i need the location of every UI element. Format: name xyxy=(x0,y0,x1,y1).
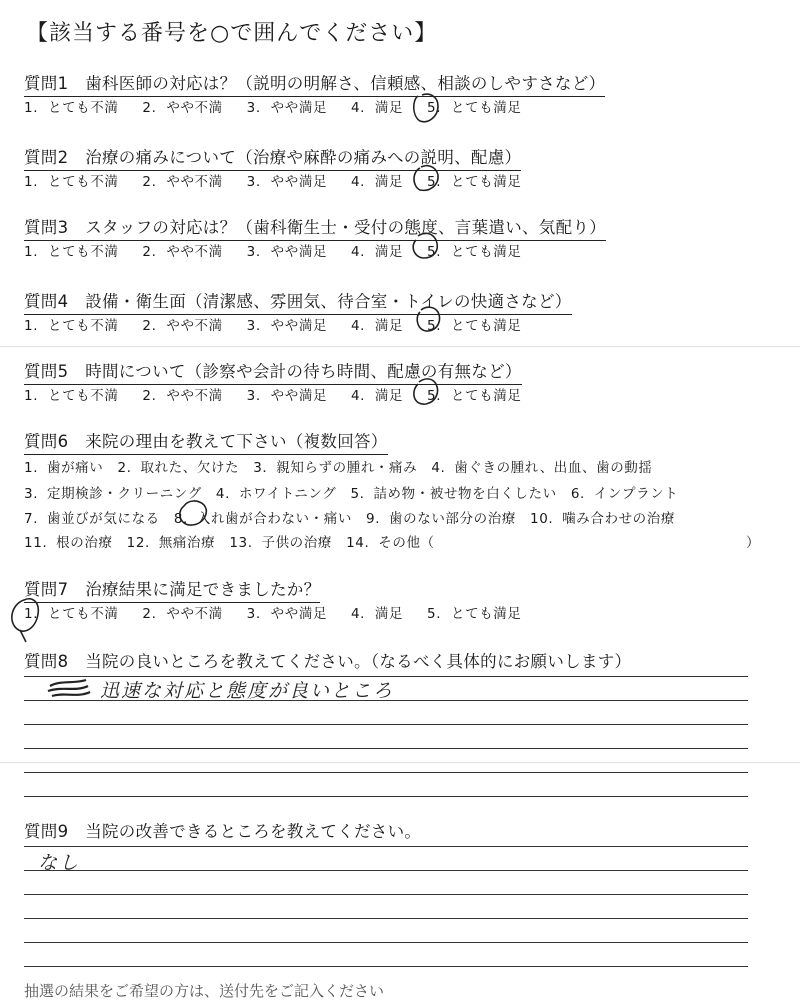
answer-line xyxy=(24,870,748,871)
footer-note: 抽選の結果をご希望の方は、送付先をご記入ください xyxy=(24,982,385,1000)
option-4[interactable]: 4. 満足 xyxy=(350,388,404,404)
option-1[interactable]: 1. とても不満 xyxy=(24,318,119,334)
fold-line xyxy=(0,346,800,347)
answer-line xyxy=(24,796,748,797)
page-title: 【該当する番号を○で囲んでください】 xyxy=(26,21,438,46)
option-5[interactable]: 5. とても満足 xyxy=(427,100,522,116)
answer-line xyxy=(24,700,748,701)
question-6-other-close: ） xyxy=(746,535,760,551)
question-5-heading: 質問5 時間について（診察や会計の待ち時間、配慮の有無など） xyxy=(24,358,522,385)
scribble xyxy=(48,680,90,696)
option-2[interactable]: 2. やや不満 xyxy=(142,606,223,622)
question-9-handwritten-answer: なし xyxy=(38,852,81,874)
question-8-heading: 質問8 当院の良いところを教えてください。（なるべく具体的にお願いします） xyxy=(24,652,632,671)
answer-line xyxy=(24,748,748,749)
option-1[interactable]: 1. とても不満 xyxy=(24,606,119,622)
answer-line xyxy=(24,918,748,919)
answer-line xyxy=(24,724,748,725)
question-4-heading: 質問4 設備・衛生面（清潔感、雰囲気、待合室・トイレの快適さなど） xyxy=(24,288,572,315)
option-3[interactable]: 3. やや満足 xyxy=(246,388,328,404)
option-3[interactable]: 3. やや満足 xyxy=(246,244,328,260)
option-1[interactable]: 1. とても不満 xyxy=(24,244,119,260)
option-3[interactable]: 3. やや満足 xyxy=(246,606,328,622)
option-1[interactable]: 1. とても不満 xyxy=(24,388,119,404)
question-6-heading: 質問6 来院の理由を教えて下さい（複数回答） xyxy=(24,428,388,455)
answer-line xyxy=(24,966,748,967)
answer-line xyxy=(24,894,748,895)
option-3[interactable]: 3. やや満足 xyxy=(246,318,328,334)
question-2-options[interactable] xyxy=(24,170,536,190)
option-2[interactable]: 2. やや不満 xyxy=(142,388,223,404)
answer-line xyxy=(24,846,748,847)
option-5[interactable]: 5. とても満足 xyxy=(427,174,522,190)
option-5[interactable]: 5. とても満足 xyxy=(427,606,522,622)
question-6-options-row-2[interactable]: 3. 定期検診・クリーニング 4. ホワイトニング 5. 詰め物・被せ物を白くしたい 6. インプラント xyxy=(24,486,679,502)
option-1[interactable]: 1. とても不満 xyxy=(24,174,119,190)
option-2[interactable]: 2. やや不満 xyxy=(142,244,223,260)
question-6-options-row-1[interactable]: 1. 歯が痛い 2. 取れた、欠けた 3. 親知らずの腫れ・痛み 4. 歯ぐきの腫れ、出血、歯の動揺 xyxy=(24,460,653,476)
question-7-heading: 質問7 治療結果に満足できましたか？ xyxy=(24,576,320,603)
question-3-heading: 質問3 スタッフの対応は？（歯科衛生士・受付の態度、言葉遣い、気配り） xyxy=(24,214,606,241)
question-2-heading: 質問2 治療の痛みについて（治療や麻酔の痛みへの説明、配慮） xyxy=(24,144,521,171)
question-6-options-row-4[interactable]: 11. 根の治療 12. 無痛治療 13. 子供の治療 14. その他（ xyxy=(24,535,435,551)
option-4[interactable]: 4. 満足 xyxy=(350,606,404,622)
option-4[interactable]: 4. 満足 xyxy=(350,174,404,190)
answer-line xyxy=(24,676,748,677)
option-5[interactable]: 5. とても満足 xyxy=(427,244,522,260)
option-5[interactable]: 5. とても満足 xyxy=(427,318,522,334)
option-4[interactable]: 4. 満足 xyxy=(350,244,404,260)
question-6-options-row-3[interactable]: 7. 歯並びが気になる 8. 入れ歯が合わない・痛い 9. 歯のない部分の治療 10. 噛み合わせの治療 xyxy=(24,511,675,527)
option-2[interactable]: 2. やや不満 xyxy=(142,318,223,334)
question-7-options[interactable] xyxy=(24,602,536,622)
question-1-options[interactable] xyxy=(24,96,536,116)
question-5-options[interactable] xyxy=(24,384,536,404)
answer-line xyxy=(24,942,748,943)
option-2[interactable]: 2. やや不満 xyxy=(142,174,223,190)
question-4-options[interactable] xyxy=(24,314,536,334)
question-9-heading: 質問9 当院の改善できるところを教えてください。 xyxy=(24,822,422,841)
option-5[interactable]: 5. とても満足 xyxy=(427,388,522,404)
option-3[interactable]: 3. やや満足 xyxy=(246,100,328,116)
option-3[interactable]: 3. やや満足 xyxy=(246,174,328,190)
option-4[interactable]: 4. 満足 xyxy=(350,318,404,334)
answer-line xyxy=(24,772,748,773)
option-1[interactable]: 1. とても不満 xyxy=(24,100,119,116)
fold-line xyxy=(0,762,800,763)
option-2[interactable]: 2. やや不満 xyxy=(142,100,223,116)
option-4[interactable]: 4. 満足 xyxy=(350,100,404,116)
question-8-handwritten-answer: 迅速な対応と態度が良いところ xyxy=(100,680,395,702)
question-1-heading: 質問1 歯科医師の対応は？（説明の明解さ、信頼感、相談のしやすさなど） xyxy=(24,70,605,97)
question-3-options[interactable] xyxy=(24,240,536,260)
